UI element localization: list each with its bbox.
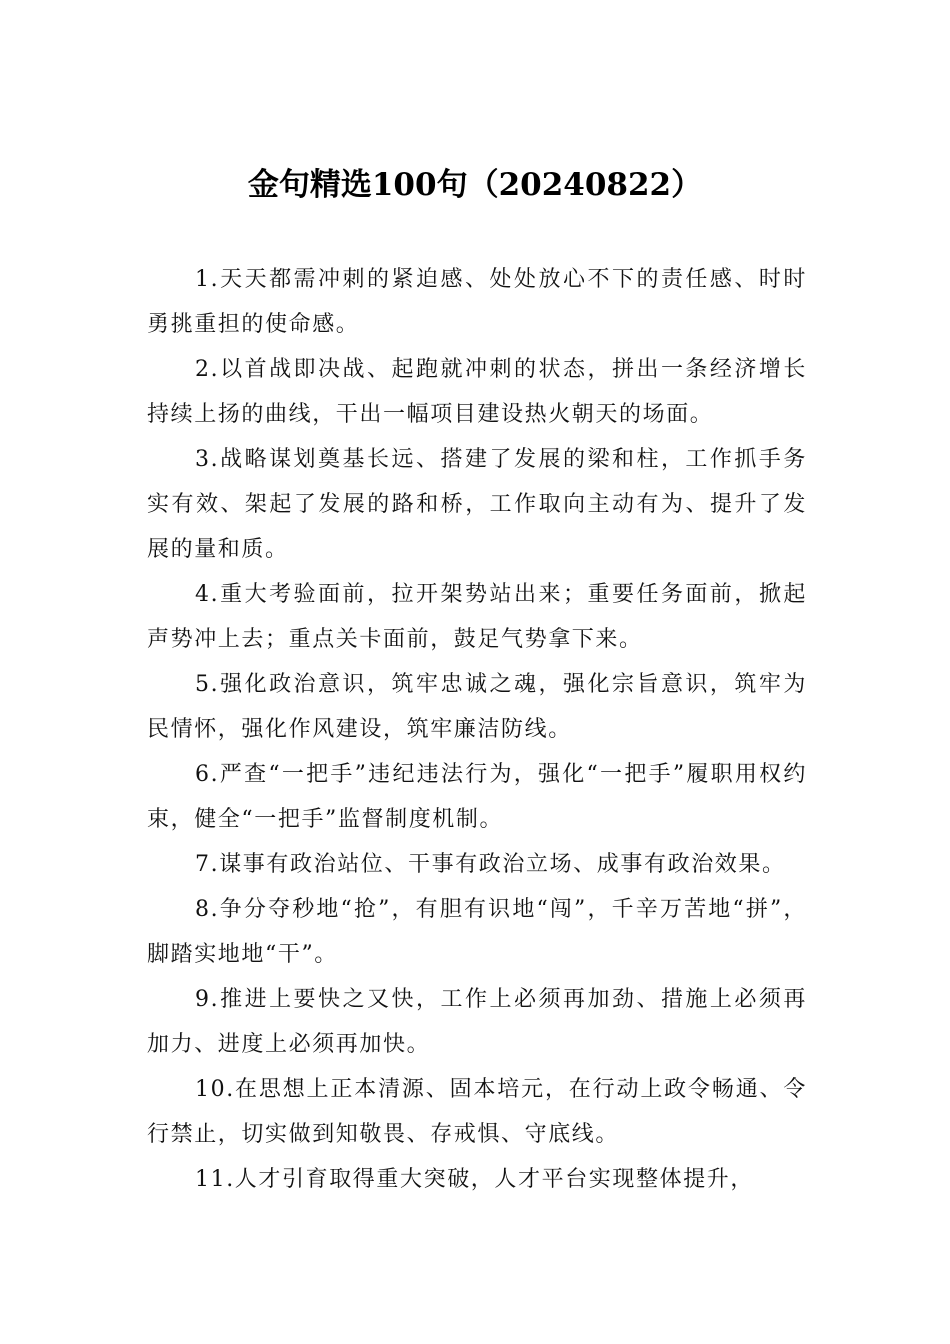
paragraph: 4.重大考验面前，拉开架势站出来；重要任务面前，掀起声势冲上去；重点关卡面前，鼓足气势拿下来。 (147, 582, 807, 652)
paragraph: 8.争分夺秒地“抢”，有胆有识地“闯”，千辛万苦地“拼”，脚踏实地地“干”。 (147, 897, 807, 967)
paragraph: 2.以首战即决战、起跑就冲刺的状态，拼出一条经济增长持续上扬的曲线，干出一幅项目建设热火朝天的场面。 (147, 357, 807, 427)
paragraph: 5.强化政治意识，筑牢忠诚之魂，强化宗旨意识，筑牢为民情怀，强化作风建设，筑牢廉洁防线。 (147, 672, 807, 742)
document-title: 金句精选100句（20240822） (247, 167, 703, 203)
paragraph: 3.战略谋划奠基长远、搭建了发展的梁和柱，工作抓手务实有效、架起了发展的路和桥，工作取向主动有为、提升了发展的量和质。 (147, 447, 807, 562)
document-body (147, 257, 807, 1202)
paragraph: 1.天天都需冲刺的紧迫感、处处放心不下的责任感、时时勇挑重担的使命感。 (147, 267, 807, 337)
paragraph: 11.人才引育取得重大突破，人才平台实现整体提升， (195, 1167, 754, 1192)
paragraph: 7.谋事有政治站位、干事有政治立场、成事有政治效果。 (195, 852, 786, 877)
paragraph: 10.在思想上正本清源、固本培元，在行动上政令畅通、令行禁止，切实做到知敬畏、存戒惧、守底线。 (147, 1077, 807, 1147)
paragraph: 9.推进上要快之又快，工作上必须再加劲、措施上必须再加力、进度上必须再加快。 (147, 987, 807, 1057)
paragraph: 6.严查“一把手”违纪违法行为，强化“一把手”履职用权约束，健全“一把手”监督制度机制。 (147, 762, 807, 832)
